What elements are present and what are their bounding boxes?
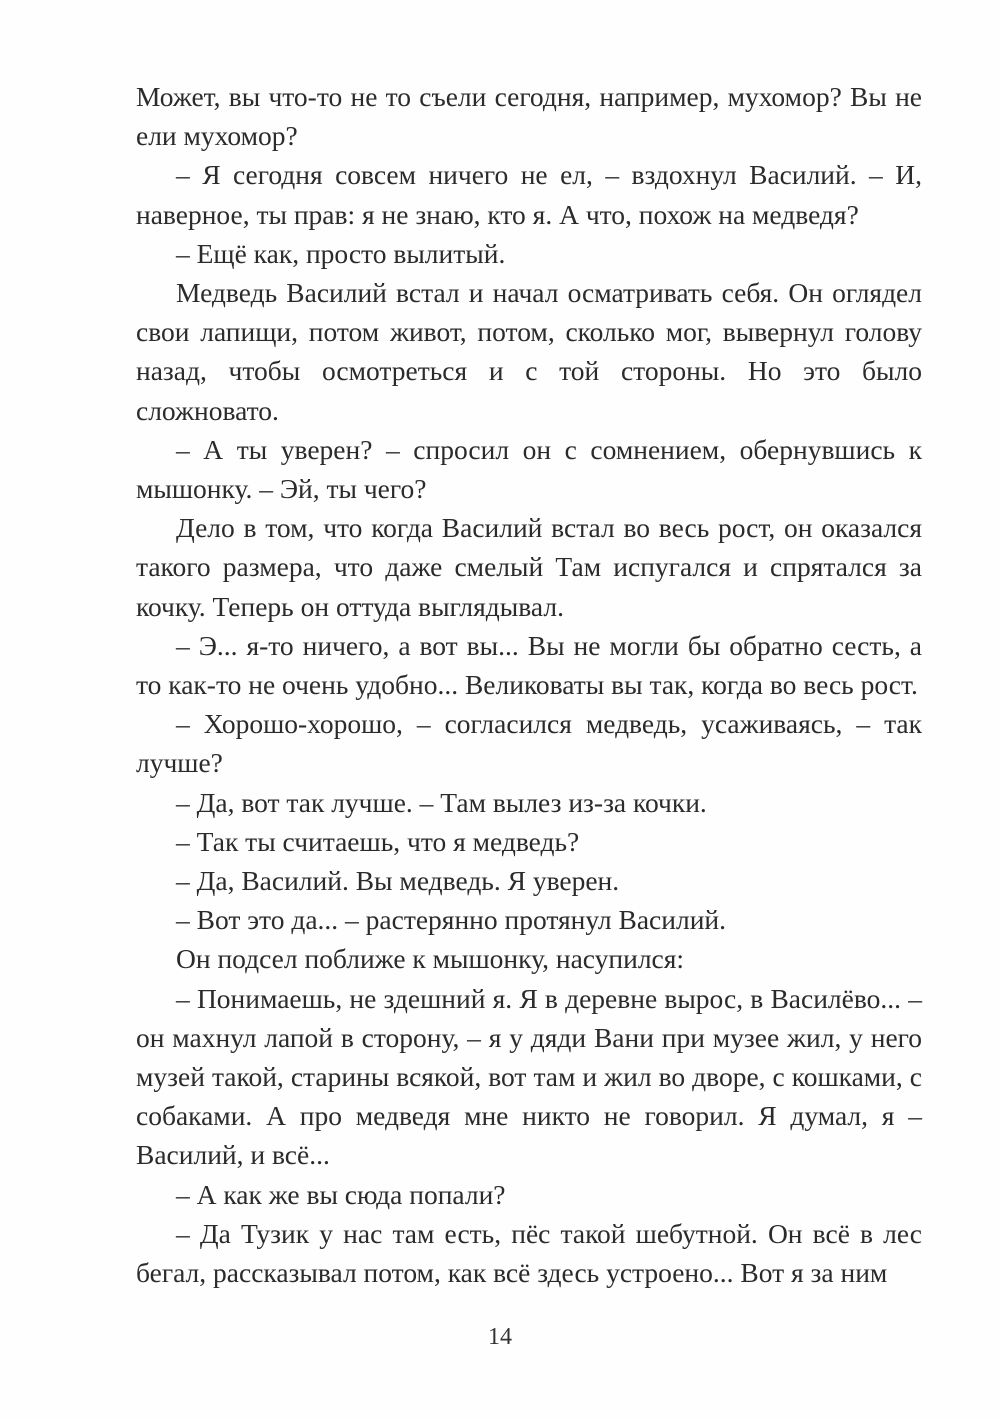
paragraph-2: – Я сегодня совсем ничего не ел, – вздохнул Василий. – И, наверное, ты прав: я не знаю, кто я. А что, похож на медведя? xyxy=(136,159,922,230)
page-number: 14 xyxy=(488,1324,512,1350)
paragraph-15: – А как же вы сюда попали? xyxy=(176,1178,506,1210)
paragraph-13: Он подсел поближе к мышонку, насупился: xyxy=(176,943,685,975)
paragraph-5: – А ты уверен? – спросил он с сомнением, обернувшись к мышонку. – Эй, ты чего? xyxy=(136,433,922,505)
paragraph-3: – Ещё как, просто вылитый. xyxy=(176,237,506,269)
paragraph-1: Может, вы что-то не то съели сегодня, например, мухомор? Вы не ели мухомор? xyxy=(136,81,922,152)
page-text xyxy=(136,77,922,1292)
paragraph-8: – Хорошо-хорошо, – согласился медведь, усаживаясь, – так лучше? xyxy=(136,708,922,779)
paragraph-12: – Вот это да... – растерянно протянул Василий. xyxy=(176,904,727,936)
paragraph-14: – Понимаешь, не здешний я. Я в деревне вырос, в Василёво... – он махнул лапой в сторону, – я у дяди Вани при музее жил, у него музей такой, старины всякой, вот там и жил во дворе, с кошками, с собаками. А про медведя мне никто не говорил. Я думал, я – Василий, и всё... xyxy=(136,982,922,1171)
paragraph-7: – Э... я-то ничего, а вот вы... Вы не могли бы обратно сесть, а то как-то не очень удобно... Великоваты вы так, когда во весь рост. xyxy=(136,629,922,701)
paragraph-6: Дело в том, что когда Василий встал во весь рост, он оказался такого размера, что даже смелый Там испугался и спрятался за кочку. Теперь он оттуда выглядывал. xyxy=(136,512,922,622)
paragraph-4: Медведь Василий встал и начал осматривать себя. Он оглядел свои лапищи, потом живот, потом, сколько мог, вывернул голову назад, чтобы осмотреться и с той стороны. Но это было сложновато. xyxy=(136,277,922,426)
paragraph-10: – Так ты считаешь, что я медведь? xyxy=(176,825,580,857)
paragraph-16: – Да Тузик у нас там есть, пёс такой шебутной. Он всё в лес бегал, рассказывал потом, как всё здесь устроено... Вот я за ним xyxy=(136,1217,922,1289)
paragraph-11: – Да, Василий. Вы медведь. Я уверен. xyxy=(176,865,620,897)
paragraph-9: – Да, вот так лучше. – Там вылез из-за кочки. xyxy=(176,786,707,818)
